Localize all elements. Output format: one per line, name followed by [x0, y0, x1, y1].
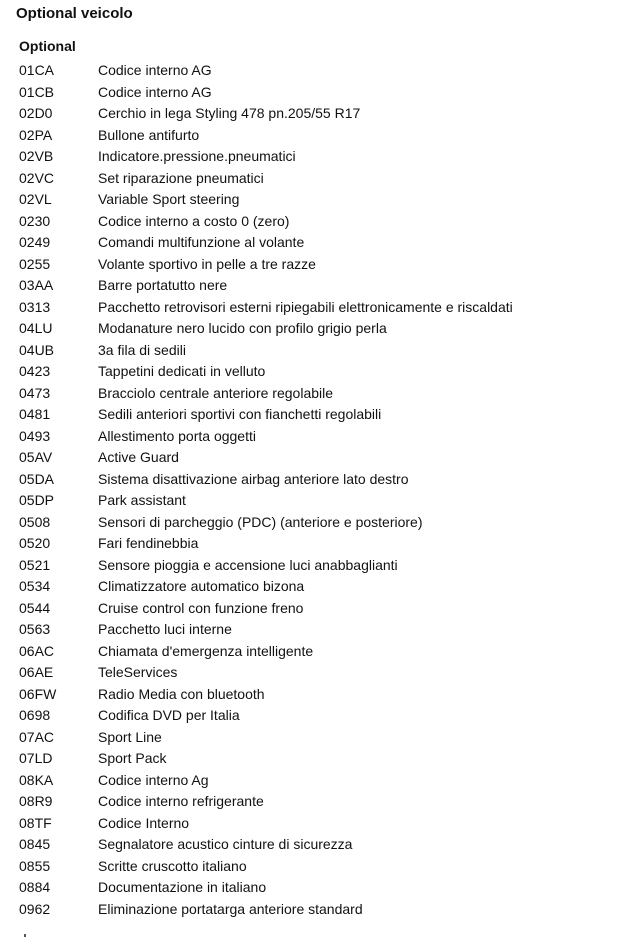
- option-row: [19, 899, 629, 921]
- option-code: 0255: [19, 255, 51, 272]
- option-description: Cerchio in lega Styling 478 pn.205/55 R17: [98, 105, 361, 121]
- option-row: [19, 641, 629, 663]
- option-description: Comandi multifunzione al volante: [98, 234, 305, 250]
- option-description: Eliminazione portatarga anteriore standard: [98, 900, 363, 917]
- option-row: [19, 232, 629, 254]
- option-code: 0520: [19, 535, 51, 551]
- option-description: Volante sportivo in pelle a tre razze: [98, 255, 316, 272]
- option-description: Active Guard: [98, 449, 179, 465]
- option-description: Set riparazione pneumatici: [98, 169, 264, 186]
- option-description: Sport Line: [98, 728, 162, 745]
- option-description: TeleServices: [98, 664, 178, 680]
- option-row: [19, 254, 629, 276]
- option-description: Modanature nero lucido con profilo grigio perla: [98, 320, 387, 336]
- option-code: 08R9: [19, 793, 53, 809]
- option-code: 02VL: [19, 191, 52, 207]
- option-row: [19, 146, 629, 168]
- option-description: Sensori di parcheggio (PDC) (anteriore e posteriore): [98, 513, 423, 530]
- option-code: 0249: [19, 234, 51, 250]
- option-row: [19, 598, 629, 620]
- option-row: [19, 791, 629, 813]
- option-row: [19, 469, 629, 491]
- option-row: [19, 447, 629, 469]
- option-description: Scritte cruscotto italiano: [98, 857, 247, 874]
- option-code: 05AV: [19, 449, 53, 465]
- page-edge-mark: [24, 934, 26, 937]
- option-code: 0534: [19, 578, 51, 594]
- option-description: Allestimento porta oggetti: [98, 427, 256, 444]
- option-code: 07LD: [19, 750, 53, 766]
- option-row: [19, 103, 629, 125]
- option-description: Chiamata d'emergenza intelligente: [98, 642, 314, 659]
- option-row: [19, 383, 629, 405]
- option-row: [19, 770, 629, 792]
- option-description: Park assistant: [98, 492, 186, 508]
- option-row: [19, 748, 629, 770]
- option-row: [19, 82, 629, 104]
- option-row: [19, 168, 629, 190]
- option-description: Tappetini dedicati in velluto: [98, 363, 266, 379]
- option-row: [19, 60, 629, 82]
- option-row: [19, 426, 629, 448]
- option-row: [19, 856, 629, 878]
- option-code: 06FW: [19, 685, 57, 702]
- option-description: Codice Interno: [98, 814, 190, 831]
- option-row: [19, 877, 629, 899]
- option-code: 0313: [19, 298, 51, 315]
- option-row: [19, 662, 629, 684]
- option-code: 0521: [19, 556, 51, 573]
- option-code: 02PA: [19, 126, 53, 143]
- option-description: Bracciolo centrale anteriore regolabile: [98, 384, 334, 401]
- option-code: 0423: [19, 363, 51, 379]
- option-row: [19, 275, 629, 297]
- option-description: Pacchetto luci interne: [98, 621, 232, 637]
- option-description: Codice interno AG: [98, 62, 212, 78]
- option-row: [19, 340, 629, 362]
- option-code: 06AE: [19, 664, 54, 680]
- option-code: 04UB: [19, 341, 55, 358]
- option-row: [19, 318, 629, 340]
- option-description: Cruise control con funzione freno: [98, 599, 304, 616]
- option-description: Climatizzatore automatico bizona: [98, 578, 305, 594]
- option-code: 0855: [19, 857, 51, 874]
- option-row: [19, 684, 629, 706]
- option-row: [19, 727, 629, 749]
- option-row: [19, 512, 629, 534]
- option-code: 08KA: [19, 771, 54, 788]
- option-row: [19, 297, 629, 319]
- option-row: [19, 619, 629, 641]
- option-description: Pacchetto retrovisori esterni ripiegabili elettronicamente e riscaldati: [98, 298, 513, 315]
- option-row: [19, 705, 629, 727]
- option-description: Bullone antifurto: [98, 126, 200, 143]
- option-row: [19, 404, 629, 426]
- option-row: [19, 555, 629, 577]
- option-description: Segnalatore acustico cinture di sicurezza: [98, 836, 353, 852]
- option-code: 08TF: [19, 814, 52, 831]
- option-description: Radio Media con bluetooth: [98, 685, 265, 702]
- option-code: 02VC: [19, 169, 55, 186]
- option-row: [19, 533, 629, 555]
- option-code: 0845: [19, 836, 51, 852]
- option-row: [19, 189, 629, 211]
- option-description: Indicatore.pressione.pneumatici: [98, 148, 296, 164]
- option-code: 01CA: [19, 62, 55, 78]
- option-row: [19, 361, 629, 383]
- option-row: [19, 211, 629, 233]
- option-code: 0884: [19, 879, 51, 895]
- option-description: Codice interno AG: [98, 83, 212, 100]
- option-code: 0962: [19, 900, 51, 917]
- option-row: [19, 490, 629, 512]
- option-description: Sistema disattivazione airbag anteriore lato destro: [98, 470, 409, 487]
- option-description: Fari fendinebbia: [98, 535, 199, 551]
- option-code: 04LU: [19, 320, 53, 336]
- option-description: Barre portatutto nere: [98, 277, 228, 293]
- option-code: 05DP: [19, 492, 55, 508]
- option-code: 0230: [19, 212, 51, 229]
- option-code: 07AC: [19, 728, 55, 745]
- option-code: 02VB: [19, 148, 54, 164]
- option-code: 01CB: [19, 83, 55, 100]
- option-description: Codice interno Ag: [98, 771, 209, 788]
- option-description: Sport Pack: [98, 750, 167, 766]
- option-description: Variable Sport steering: [98, 191, 240, 207]
- option-code: 0481: [19, 406, 51, 422]
- option-row: [19, 125, 629, 147]
- option-code: 0508: [19, 513, 51, 530]
- option-row: [19, 576, 629, 598]
- option-code: 03AA: [19, 277, 54, 293]
- document-title: Optional veicolo: [16, 5, 133, 22]
- option-code: 06AC: [19, 642, 55, 659]
- option-description: Documentazione in italiano: [98, 879, 267, 895]
- option-code: 0563: [19, 621, 51, 637]
- option-description: Codifica DVD per Italia: [98, 707, 240, 723]
- option-row: [19, 834, 629, 856]
- option-code: 0544: [19, 599, 51, 616]
- section-heading: Optional: [19, 38, 76, 54]
- option-code: 05DA: [19, 470, 55, 487]
- option-description: Sensore pioggia e accensione luci anabbaglianti: [98, 556, 398, 573]
- option-description: Sedili anteriori sportivi con fianchetti regolabili: [98, 406, 382, 422]
- option-row: [19, 813, 629, 835]
- options-list: [19, 60, 629, 920]
- option-description: Codice interno a costo 0 (zero): [98, 212, 290, 229]
- option-description: 3a fila di sedili: [98, 341, 186, 358]
- option-description: Codice interno refrigerante: [98, 793, 264, 809]
- option-code: 0493: [19, 427, 51, 444]
- option-code: 0698: [19, 707, 51, 723]
- option-code: 02D0: [19, 105, 53, 121]
- option-code: 0473: [19, 384, 51, 401]
